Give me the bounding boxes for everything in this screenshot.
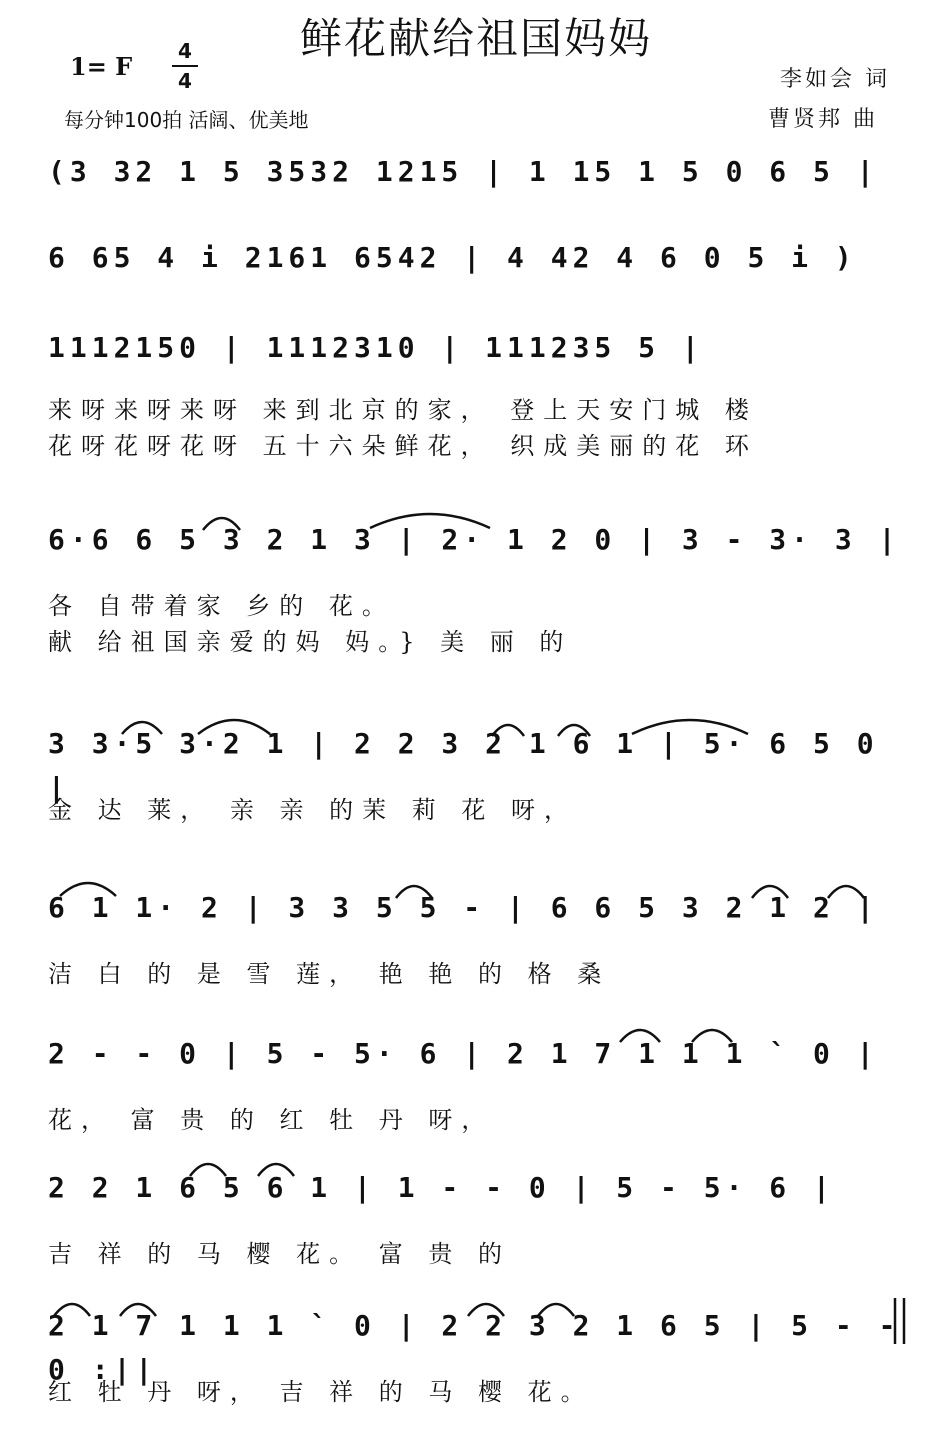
slur	[370, 514, 490, 528]
slur	[632, 720, 748, 734]
slur	[190, 1164, 226, 1176]
slur	[538, 1304, 574, 1316]
lyric-line: 献 给祖国亲爱的妈 妈。} 美 丽 的	[48, 628, 573, 656]
slur	[620, 1030, 660, 1042]
notation-line: 2 1 7 1 1 1 ` 0 | 2 2 3 2 1 6 5 | 5 - - 0 :||	[48, 1309, 901, 1386]
time-signature-top: 4	[178, 39, 192, 63]
slur	[198, 720, 270, 734]
lyricist-credit: 李如会 词	[780, 67, 890, 92]
notation-line: (3 32 1 5 3532 1215 | 1 15 1 5 0 6 5 |	[48, 155, 879, 188]
slur	[828, 886, 864, 898]
tempo-marking: 每分钟100拍 活阔、优美地	[64, 108, 309, 132]
slur	[122, 722, 162, 734]
slur	[60, 883, 116, 896]
slur	[203, 518, 240, 530]
notation-line: 6 1 1· 2 | 3 3 5 5 - | 6 6 5 3 2 1 2 |	[48, 891, 879, 924]
lyric-line: 金 达 莱， 亲 亲 的茉 莉 花 呀，	[48, 796, 578, 824]
lyric-line: 各 自带着家 乡的 花。	[48, 592, 395, 620]
lyric-line: 花呀花呀花呀 五十六朵鲜花， 织成美丽的花 环	[48, 432, 758, 460]
lyric-line: 红 牡 丹 呀， 吉 祥 的 马 樱 花。	[48, 1378, 594, 1406]
slur	[396, 886, 432, 898]
time-signature-bottom: 4	[178, 69, 192, 93]
composer-credit: 曹贤邦 曲	[768, 107, 878, 132]
slur	[692, 1030, 732, 1042]
lyric-line: 洁 白 的 是 雪 莲， 艳 艳 的 格 桑	[48, 960, 611, 988]
slur	[468, 1304, 504, 1316]
lyric-line: 花， 富 贵 的 红 牡 丹 呀，	[48, 1106, 495, 1134]
notation-line: 6 65 4 i 2161 6542 | 4 42 4 6 0 5 i )	[48, 241, 857, 274]
slur	[258, 1164, 294, 1176]
notation-line: 1112150 | 1112310 | 111235 5 |	[48, 331, 704, 364]
slur	[492, 725, 524, 736]
notation-line: 2 2 1 6 5 6 1 | 1 - - 0 | 5 - 5· 6 |	[48, 1171, 835, 1204]
notation-line: 3 3·5 3·2 1 | 2 2 3 2 1 6 1 | 5· 6 5 0 |	[48, 727, 879, 804]
slur	[752, 886, 788, 898]
slur	[54, 1304, 90, 1316]
slur	[120, 1304, 156, 1316]
notation-line: 2 - - 0 | 5 - 5· 6 | 2 1 7 1 1 1 ` 0 |	[48, 1037, 879, 1070]
lyric-line: 吉 祥 的 马 樱 花。 富 贵 的	[48, 1240, 512, 1268]
lyric-line: 来呀来呀来呀 来到北京的家， 登上天安门城 楼	[48, 396, 758, 424]
slur	[558, 725, 590, 736]
key-signature: 1= F	[70, 52, 133, 81]
notation-line: 6·6 6 5 3 2 1 3 | 2· 1 2 0 | 3 - 3· 3 |	[48, 523, 901, 556]
song-title: 鲜花献给祖国妈妈	[299, 14, 652, 63]
